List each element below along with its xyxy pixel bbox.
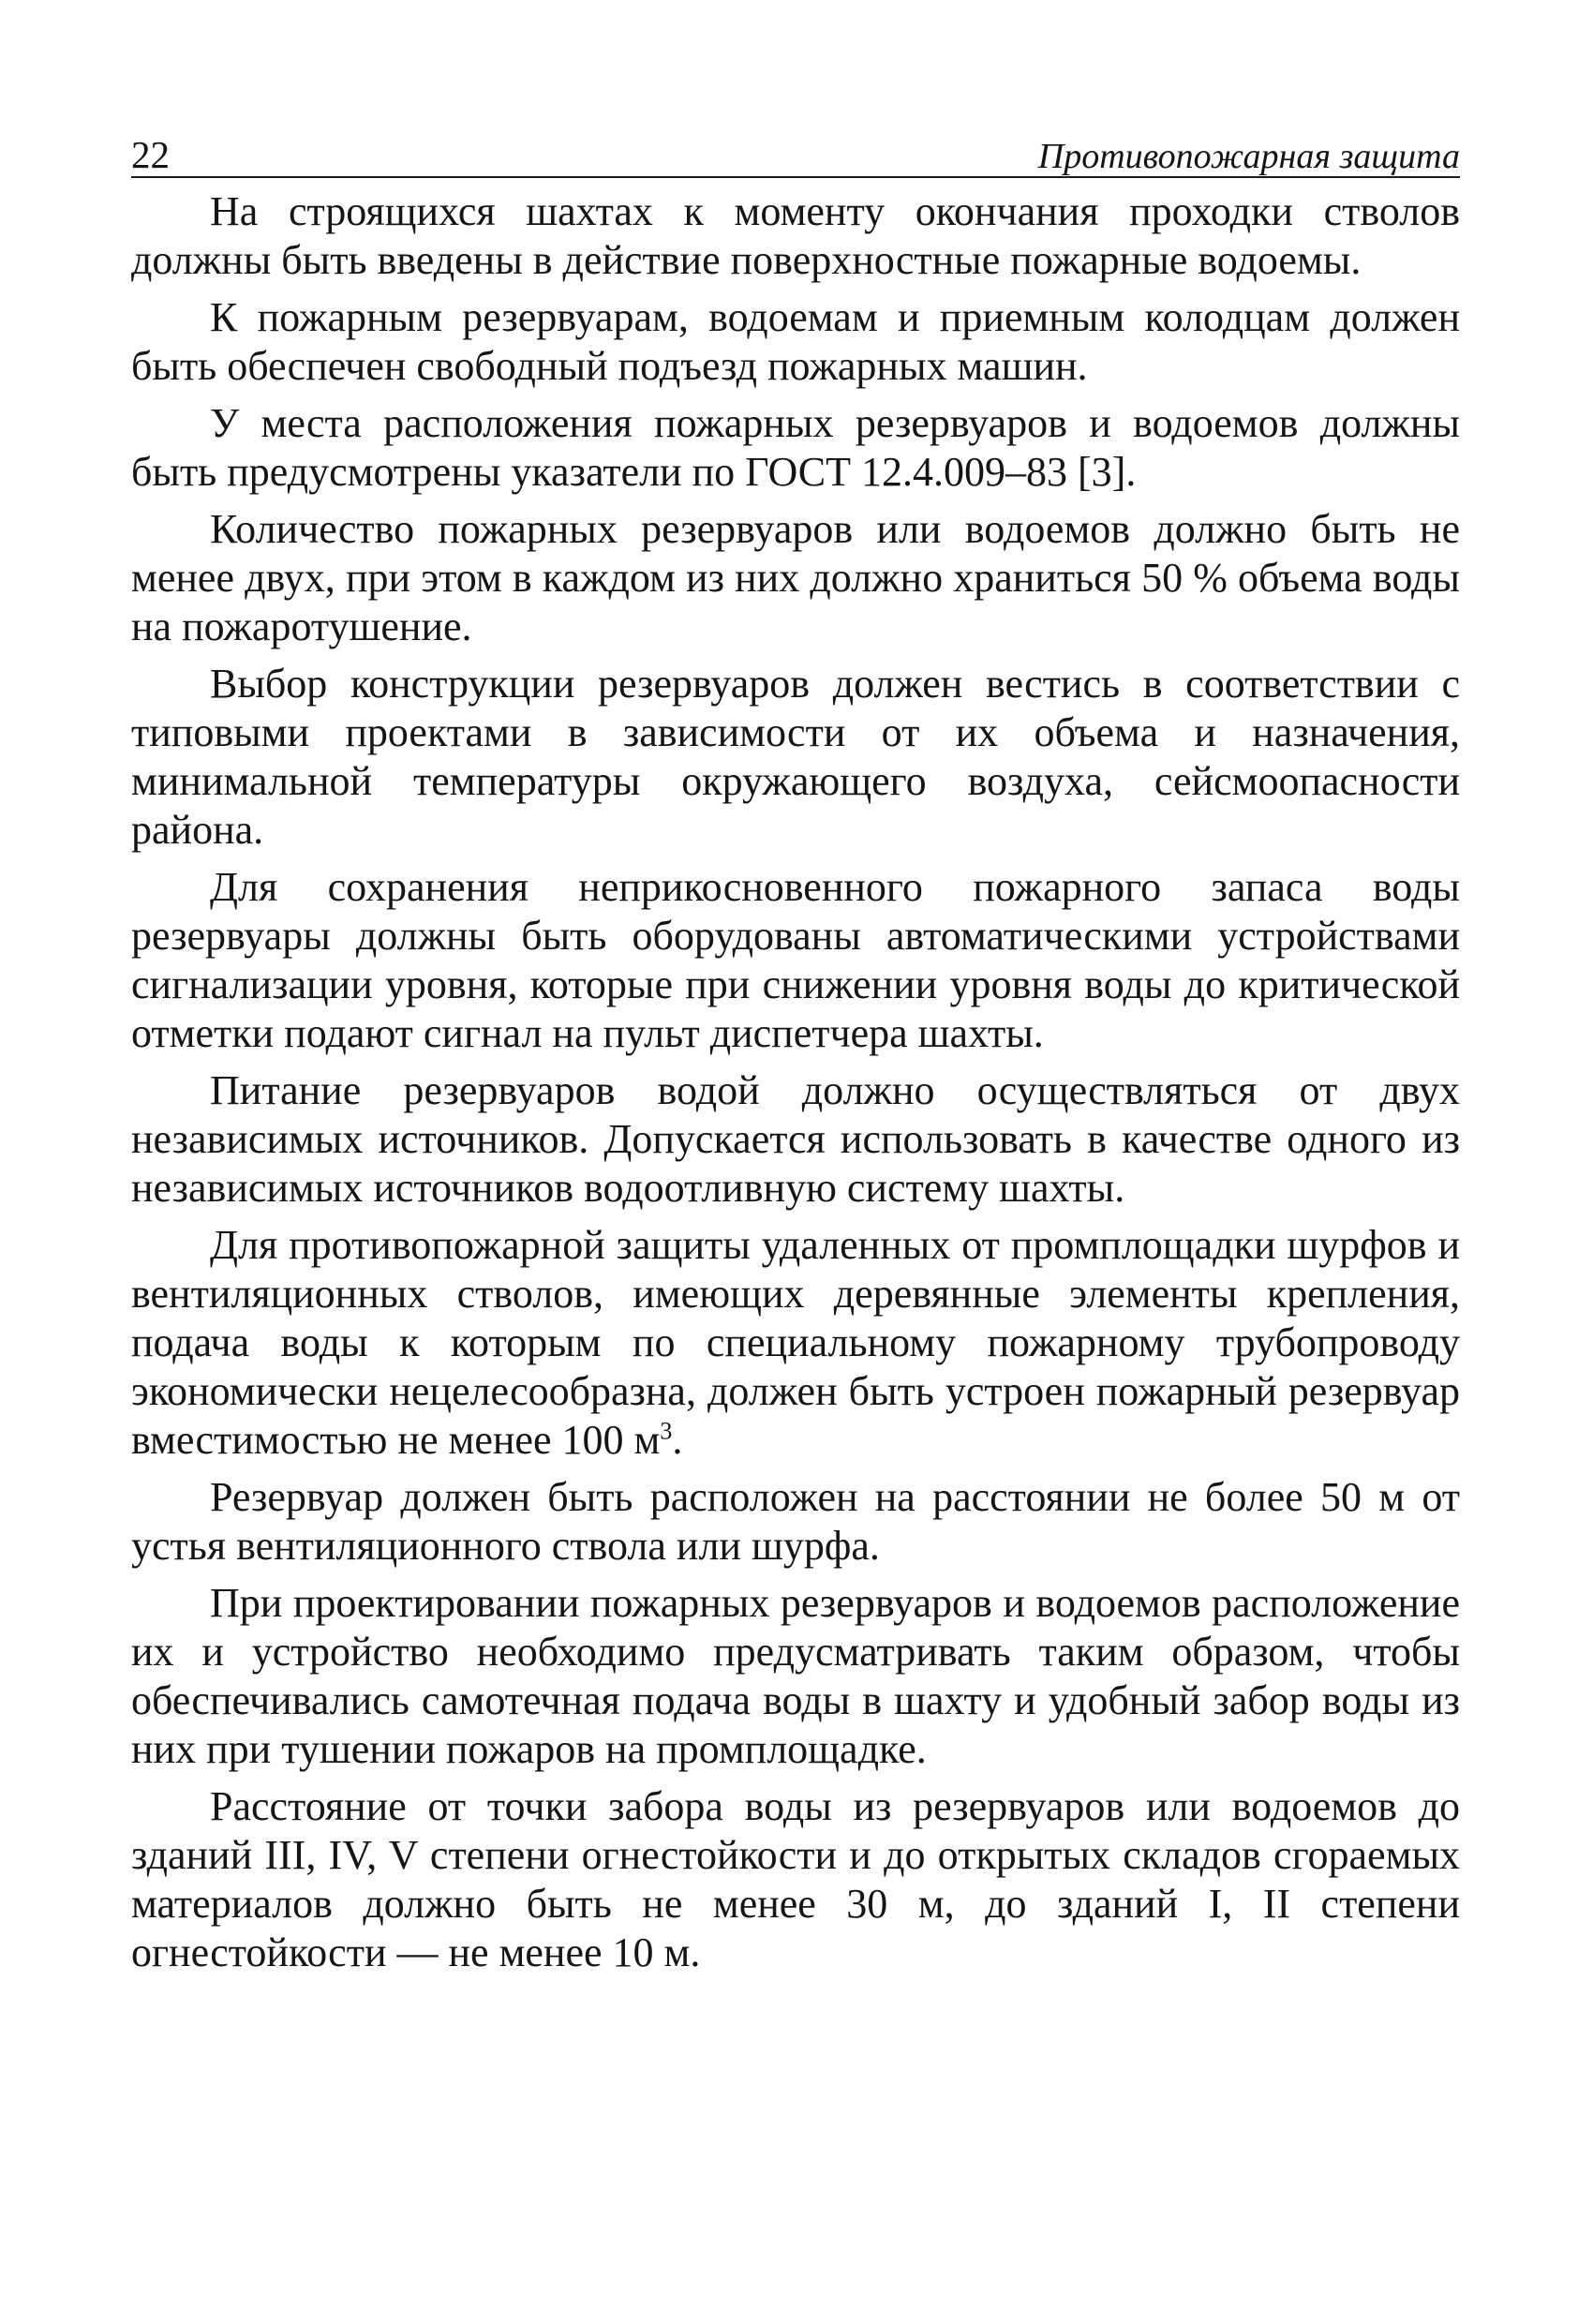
paragraph: У места расположения пожарных резервуаров и водоемов должны быть предусмотрены указатели по ГОСТ 12.4.009–83 [3]. <box>131 400 1460 495</box>
body-text <box>131 187 1460 1977</box>
paragraph: Питание резервуаров водой должно осуществляться от двух независимых источников. Допускается использовать в качестве одного из независимых источников водоотливную систему шахты. <box>131 1067 1460 1211</box>
paragraph-text: Для противопожарной защиты удаленных от промплощадки шурфов и вентиляционных стволов, имеющих деревянные элементы крепления, подача воды к которым по специальному пожарному трубопроводу экономически нецелесообразна, должен быть устроен пожарный резервуар вместимостью не менее 100 м <box>131 1222 1460 1463</box>
paragraph-tail: . <box>672 1417 683 1463</box>
paragraph: Количество пожарных резервуаров или водоемов должно быть не менее двух, при этом в каждом из них должно храниться 50 % объема воды на пожаротушение. <box>131 506 1460 649</box>
paragraph: Для сохранения неприкосновенного пожарного запаса воды резервуары должны быть оборудованы автоматическими устройствами сигнализации уровня, которые при снижении уровня воды до критической отметки подают сигнал на пульт диспетчера шахты. <box>131 864 1460 1056</box>
running-title: Противопожарная защита <box>1037 137 1460 176</box>
document-page <box>131 122 1460 1986</box>
paragraph: К пожарным резервуарам, водоемам и приемным колодцам должен быть обеспечен свободный подъезд пожарных машин. <box>131 294 1460 389</box>
page-header <box>131 122 1460 178</box>
cubic-superscript: 3 <box>660 1417 673 1445</box>
paragraph: При проектировании пожарных резервуаров и водоемов расположение их и устройство необходимо предусматривать таким образом, чтобы обеспечивались самотечная подача воды в шахту и удобный забор воды из них при тушении пожаров на промплощадке. <box>131 1580 1460 1772</box>
paragraph: Расстояние от точки забора воды из резервуаров или водоемов до зданий III, IV, V степени огнестойкости и до открытых складов сгораемых материалов должно быть не менее 30 м, до зданий I, II степени огнестойкости — не менее 10 м. <box>131 1783 1460 1975</box>
paragraph: Резервуар должен быть расположен на расстоянии не более 50 м от устья вентиляционного ствола или шурфа. <box>131 1474 1460 1569</box>
page-number: 22 <box>131 133 170 176</box>
paragraph: Выбор конструкции резервуаров должен вестись в соответствии с типовыми проектами в зависимости от их объема и назначения, минимальной температуры окружающего воздуха, сейсмоопасности района. <box>131 661 1460 853</box>
paragraph: На строящихся шахтах к моменту окончания проходки стволов должны быть введены в действие поверхностные пожарные водоемы. <box>131 188 1460 283</box>
paragraph-reservoir-volume <box>131 1221 1460 1465</box>
